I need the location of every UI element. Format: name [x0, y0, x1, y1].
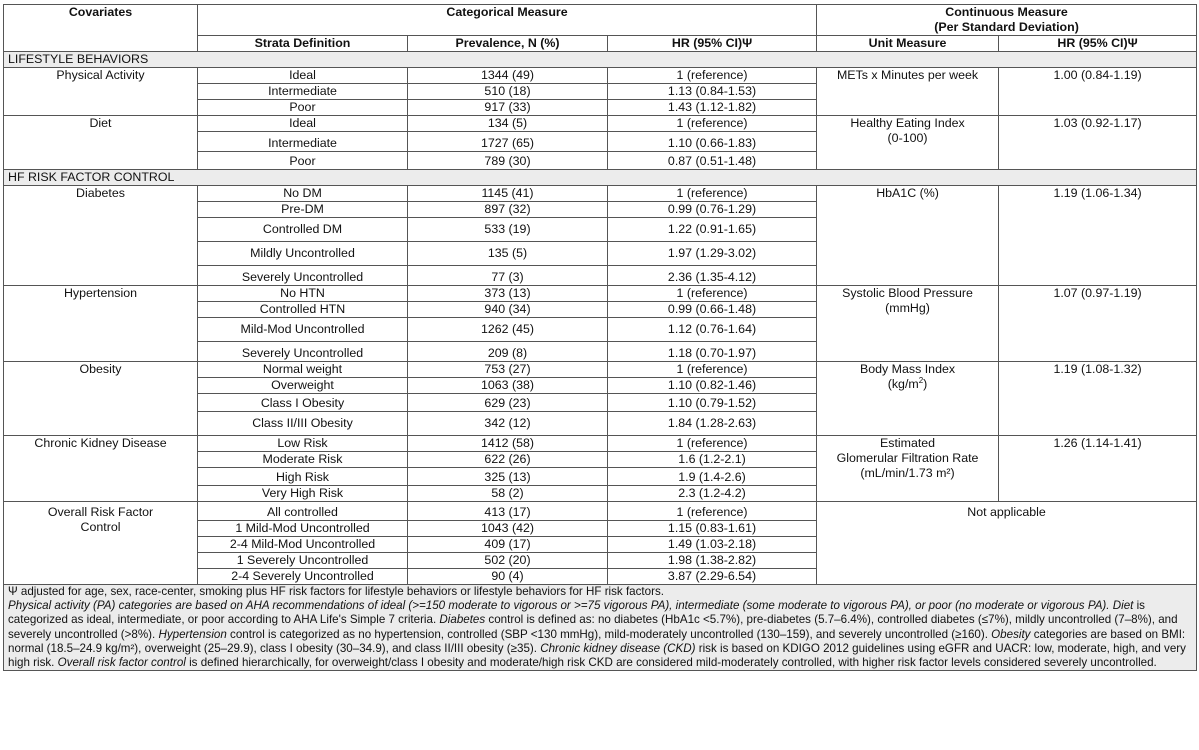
strata-cell: Class II/III Obesity — [198, 412, 408, 436]
footnote-obesity-label: Obesity — [991, 627, 1031, 641]
prevalence-cell: 622 (26) — [408, 452, 608, 468]
table-row — [4, 502, 1197, 521]
hr-continuous-physical-activity: 1.00 (0.84-1.19) — [999, 68, 1197, 116]
prevalence-cell: 413 (17) — [408, 502, 608, 521]
strata-cell: Very High Risk — [198, 486, 408, 502]
hr-cell: 2.36 (1.35-4.12) — [608, 266, 817, 286]
footnote-ckd-text: risk is based on KDIGO 2012 guidelines using eGFR and UACR: low, moderate, high, and very high risk. — [8, 641, 1186, 670]
prevalence-cell: 789 (30) — [408, 152, 608, 170]
covariate-obesity: Obesity — [4, 362, 198, 436]
footnote-psi: Ψ adjusted for age, sex, race-center, smoking plus HF risk factors for lifestyle behaviors or lifestyle behaviors for HF risk factors. — [8, 585, 664, 598]
footnote-diet-text: is categorized as ideal, intermediate, or poor according to AHA Life's Simple 7 criteria. — [8, 599, 1145, 627]
strata-cell: Ideal — [198, 68, 408, 84]
section-lifestyle-label: LIFESTYLE BEHAVIORS — [4, 52, 1197, 68]
hr-cell: 0.99 (0.76-1.29) — [608, 202, 817, 218]
unit-diet-line1: Healthy Eating Index — [850, 116, 965, 130]
prevalence-cell: 1412 (58) — [408, 436, 608, 452]
prevalence-cell: 1043 (42) — [408, 521, 608, 537]
footnote — [4, 585, 1197, 671]
strata-cell: Ideal — [198, 116, 408, 132]
footnote-htn-text: control is categorized as no hypertension, controlled (SBP <130 mmHg), mild-moderately uncontrolled (130–159), and severely uncontrolled (≥160). — [230, 627, 988, 641]
hr-cell: 1.9 (1.4-2.6) — [608, 468, 817, 486]
strata-cell: Low Risk — [198, 436, 408, 452]
header-prevalence: Prevalence, N (%) — [408, 36, 608, 52]
prevalence-cell: 897 (32) — [408, 202, 608, 218]
prevalence-cell: 1262 (45) — [408, 318, 608, 342]
hr-cell: 1.15 (0.83-1.61) — [608, 521, 817, 537]
footnote-obesity-text: categories are based on BMI: normal (18.5–24.9 kg/m²), overweight (25–29.9), class I obesity (30–34.9), and class II/III obesity (≥35). — [8, 627, 1186, 655]
prevalence-cell: 135 (5) — [408, 242, 608, 266]
unit-obesity-line1: Body Mass Index — [860, 362, 956, 376]
table-row — [4, 362, 1197, 378]
strata-cell: 2-4 Severely Uncontrolled — [198, 569, 408, 585]
hr-cell: 1 (reference) — [608, 286, 817, 302]
header-hr-categorical: HR (95% CI)Ψ — [608, 36, 817, 52]
hr-cell: 1.10 (0.82-1.46) — [608, 378, 817, 394]
prevalence-cell: 1727 (65) — [408, 132, 608, 152]
hr-cell: 1.84 (1.28-2.63) — [608, 412, 817, 436]
unit-diet-line2: (0-100) — [887, 131, 928, 145]
footnote-overall-text: is defined hierarchically, for overweight/class I obesity and moderate/high risk CKD are considered mild-moderately controlled, with higher risk factor levels considered severely uncontrolled. — [189, 656, 1157, 670]
prevalence-cell: 58 (2) — [408, 486, 608, 502]
hr-continuous-ckd: 1.26 (1.14-1.41) — [999, 436, 1197, 502]
unit-diabetes: HbA1C (%) — [817, 186, 999, 286]
prevalence-cell: 1145 (41) — [408, 186, 608, 202]
section-lifestyle — [4, 52, 1197, 68]
hr-cell: 1 (reference) — [608, 68, 817, 84]
hr-cell: 1 (reference) — [608, 502, 817, 521]
footnote-diet-label: Diet — [1112, 599, 1134, 613]
hr-cell: 1.12 (0.76-1.64) — [608, 318, 817, 342]
strata-cell: All controlled — [198, 502, 408, 521]
footnote-pa: Physical activity (PA) categories are based on AHA recommendations of ideal (>=150 moderate to vigorous or >=75 vigorous PA), intermediate (some moderate to vigorous PA), or poor (no moderate or vigorous PA). — [8, 599, 1110, 613]
hr-cell: 3.87 (2.29-6.54) — [608, 569, 817, 585]
table-row — [4, 286, 1197, 302]
section-hf-label: HF RISK FACTOR CONTROL — [4, 170, 1197, 186]
unit-hypertension-line1: Systolic Blood Pressure — [842, 286, 973, 300]
strata-cell: Normal weight — [198, 362, 408, 378]
strata-cell: Severely Uncontrolled — [198, 342, 408, 362]
covariate-diet: Diet — [4, 116, 198, 170]
hr-cell: 1 (reference) — [608, 436, 817, 452]
header-covariates: Covariates — [4, 5, 198, 52]
header-row-1 — [4, 5, 1197, 36]
footnote-row — [4, 585, 1197, 671]
unit-obesity-sup: 2 — [918, 375, 924, 385]
hr-cell: 1.13 (0.84-1.53) — [608, 84, 817, 100]
unit-ckd-line1: Estimated — [879, 436, 936, 450]
table-row — [4, 116, 1197, 132]
covariate-overall-line2: Control — [80, 520, 121, 534]
unit-obesity-line2 — [821, 377, 994, 392]
prevalence-cell: 629 (23) — [408, 394, 608, 412]
strata-cell: Poor — [198, 152, 408, 170]
hr-cell: 1.22 (0.91-1.65) — [608, 218, 817, 242]
strata-cell: No DM — [198, 186, 408, 202]
footnote-htn-label: Hypertension — [158, 627, 227, 641]
hr-continuous-diet: 1.03 (0.92-1.17) — [999, 116, 1197, 170]
hr-cell: 1 (reference) — [608, 186, 817, 202]
prevalence-cell: 134 (5) — [408, 116, 608, 132]
prevalence-cell: 533 (19) — [408, 218, 608, 242]
strata-cell: Poor — [198, 100, 408, 116]
covariate-overall-line1: Overall Risk Factor — [47, 505, 154, 519]
header-strata-definition: Strata Definition — [198, 36, 408, 52]
unit-hypertension-line2: (mmHg) — [885, 301, 930, 315]
header-continuous-line2: (Per Standard Deviation) — [934, 20, 1079, 34]
unit-ckd-line3: (mL/min/1.73 m²) — [860, 466, 955, 480]
table-row — [4, 436, 1197, 452]
prevalence-cell: 90 (4) — [408, 569, 608, 585]
unit-hypertension — [817, 286, 999, 362]
header-continuous — [817, 5, 1197, 36]
strata-cell: Mildly Uncontrolled — [198, 242, 408, 266]
covariate-overall — [4, 502, 198, 585]
unit-ckd — [817, 436, 999, 502]
hr-cell: 2.3 (1.2-4.2) — [608, 486, 817, 502]
table-row — [4, 68, 1197, 84]
hr-cell: 1.10 (0.66-1.83) — [608, 132, 817, 152]
covariate-hypertension: Hypertension — [4, 286, 198, 362]
hr-cell: 1 (reference) — [608, 116, 817, 132]
hr-cell: 1.10 (0.79-1.52) — [608, 394, 817, 412]
strata-cell: Intermediate — [198, 132, 408, 152]
prevalence-cell: 325 (13) — [408, 468, 608, 486]
hr-continuous-obesity: 1.19 (1.08-1.32) — [999, 362, 1197, 436]
strata-cell: Pre-DM — [198, 202, 408, 218]
prevalence-cell: 373 (13) — [408, 286, 608, 302]
covariate-diabetes: Diabetes — [4, 186, 198, 286]
footnote-diabetes-label: Diabetes — [439, 613, 486, 627]
hr-cell: 1 (reference) — [608, 362, 817, 378]
footnote-overall-label: Overall risk factor control — [57, 656, 186, 670]
unit-obesity-line2-end: ) — [923, 377, 928, 391]
strata-cell: Moderate Risk — [198, 452, 408, 468]
hr-cell: 1.97 (1.29-3.02) — [608, 242, 817, 266]
prevalence-cell: 917 (33) — [408, 100, 608, 116]
strata-cell: Class I Obesity — [198, 394, 408, 412]
prevalence-cell: 510 (18) — [408, 84, 608, 100]
results-table — [3, 4, 1197, 671]
hr-cell: 1.6 (1.2-2.1) — [608, 452, 817, 468]
footnote-ckd-label: Chronic kidney disease (CKD) — [540, 641, 696, 655]
strata-cell: 1 Mild-Mod Uncontrolled — [198, 521, 408, 537]
prevalence-cell: 1344 (49) — [408, 68, 608, 84]
prevalence-cell: 502 (20) — [408, 553, 608, 569]
hr-cell: 0.87 (0.51-1.48) — [608, 152, 817, 170]
strata-cell: Overweight — [198, 378, 408, 394]
covariate-ckd: Chronic Kidney Disease — [4, 436, 198, 502]
prevalence-cell: 342 (12) — [408, 412, 608, 436]
strata-cell: Intermediate — [198, 84, 408, 100]
unit-obesity-line2-text: (kg/m — [887, 377, 919, 391]
prevalence-cell: 77 (3) — [408, 266, 608, 286]
strata-cell: 2-4 Mild-Mod Uncontrolled — [198, 537, 408, 553]
strata-cell: Severely Uncontrolled — [198, 266, 408, 286]
strata-cell: Mild-Mod Uncontrolled — [198, 318, 408, 342]
strata-cell: 1 Severely Uncontrolled — [198, 553, 408, 569]
hr-cell: 1.43 (1.12-1.82) — [608, 100, 817, 116]
prevalence-cell: 940 (34) — [408, 302, 608, 318]
hr-cell: 1.98 (1.38-2.82) — [608, 553, 817, 569]
prevalence-cell: 209 (8) — [408, 342, 608, 362]
prevalence-cell: 753 (27) — [408, 362, 608, 378]
hr-continuous-diabetes: 1.19 (1.06-1.34) — [999, 186, 1197, 286]
hr-cell: 1.49 (1.03-2.18) — [608, 537, 817, 553]
unit-overall: Not applicable — [817, 502, 1197, 585]
prevalence-cell: 409 (17) — [408, 537, 608, 553]
header-continuous-line1: Continuous Measure — [945, 5, 1068, 19]
footnote-diabetes-text: control is defined as: no diabetes (HbA1c <5.7%), pre-diabetes (5.7–6.4%), controlled diabetes (≤7%), mildly uncontrolled (7–8%), and severely uncontrolled (>8%). — [8, 613, 1178, 641]
unit-physical-activity: METs x Minutes per week — [817, 68, 999, 116]
unit-diet — [817, 116, 999, 170]
strata-cell: High Risk — [198, 468, 408, 486]
hr-cell: 0.99 (0.66-1.48) — [608, 302, 817, 318]
unit-obesity — [817, 362, 999, 436]
hr-continuous-hypertension: 1.07 (0.97-1.19) — [999, 286, 1197, 362]
strata-cell: Controlled DM — [198, 218, 408, 242]
unit-ckd-line2: Glomerular Filtration Rate — [836, 451, 979, 465]
strata-cell: Controlled HTN — [198, 302, 408, 318]
hr-cell: 1.18 (0.70-1.97) — [608, 342, 817, 362]
table-row — [4, 186, 1197, 202]
header-hr-continuous: HR (95% CI)Ψ — [999, 36, 1197, 52]
header-categorical: Categorical Measure — [198, 5, 817, 36]
prevalence-cell: 1063 (38) — [408, 378, 608, 394]
covariate-physical-activity: Physical Activity — [4, 68, 198, 116]
section-hf — [4, 170, 1197, 186]
strata-cell: No HTN — [198, 286, 408, 302]
header-unit-measure: Unit Measure — [817, 36, 999, 52]
footnote-body — [8, 599, 1186, 669]
